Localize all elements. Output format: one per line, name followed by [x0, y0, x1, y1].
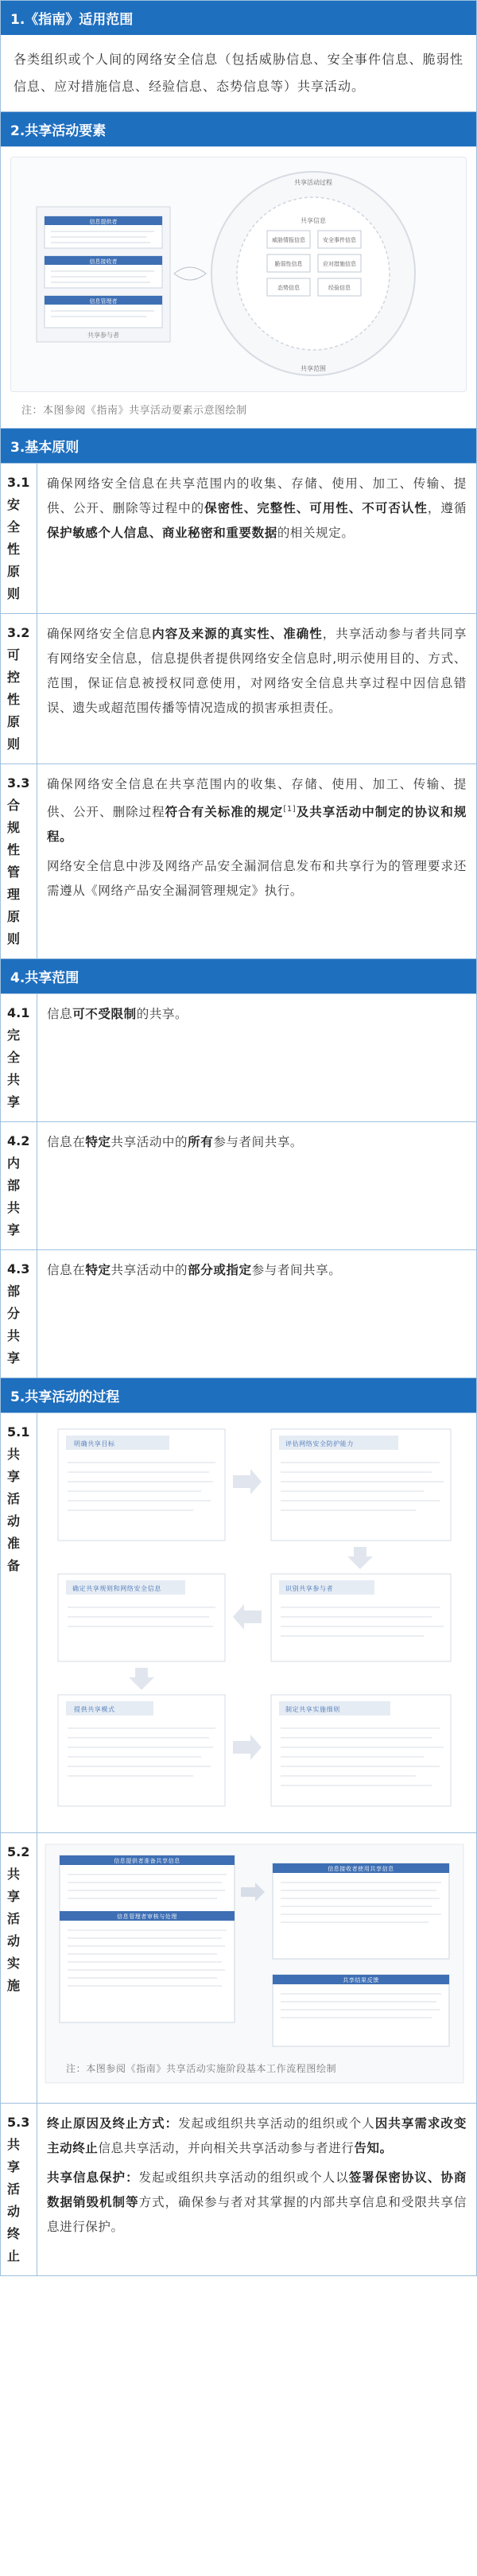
participant-card-receiver — [45, 256, 162, 288]
range-internal-label: 4.2内部共享 — [1, 1122, 37, 1249]
connector-icon — [174, 267, 206, 280]
process-terminate-label: 5.3共享活动终止 — [1, 2104, 37, 2275]
principle-control-row — [1, 613, 476, 763]
process-prepare-figure — [37, 1413, 476, 1832]
implement-flow — [45, 1844, 463, 2083]
cell-situation: 态势信息 — [277, 285, 300, 291]
ring-bottom-label: 共享范围 — [301, 365, 326, 372]
process-terminate-text: 终止原因及终止方式：发起或组织共享活动的组织或个人因共享需求改变主动终止信息共享活动，并向相关共享活动参与者进行告知。 共享信息保护：发起或组织共享活动的组织或个人以签署保密协议、协商数据销毁机制等方式，确保参与者对其掌握的内部共享信息和受限共享信息进行保护。 — [47, 2116, 467, 2234]
arrow-right-icon — [233, 1469, 262, 1494]
step-3-title: 识别共享参与者 — [285, 1585, 334, 1592]
center-label: 共享信息 — [301, 217, 326, 224]
cell-vuln: 脆弱性信息 — [274, 261, 303, 267]
elements-diagram-svg — [11, 157, 467, 388]
principle-compliance-note: 网络安全信息中涉及网络产品安全漏洞信息发布和共享行为的管理要求还需遵从《网络产品安全漏洞管理规定》执行。 — [47, 859, 467, 899]
impl-box-2-title: 信息管理者审核与处理 — [117, 1914, 177, 1920]
process-implement-label: 5.2共享活动实施 — [1, 1833, 37, 2103]
principle-control-text: 确保网络安全信息内容及来源的真实性、准确性，共享活动参与者共同享有网络安全信息，信息提供者提供网络安全信息时,明示使用目的、方式、范围，保证信息被授权同意使用，对网络安全信息共享过程中因信息错误、遗失或超范围传播等情况造成的损害承担责任。 — [47, 627, 467, 715]
step-1-title: 明确共享目标 — [74, 1440, 115, 1447]
participant-card-provider — [45, 216, 162, 248]
principle-control-label: 3.2可控性原则 — [1, 614, 37, 763]
implement-flow-svg — [42, 1840, 467, 2088]
range-partial-text: 信息在特定共享活动中的部分或指定参与者间共享。 — [47, 1263, 342, 1277]
ring-top-label: 共享活动过程 — [294, 179, 332, 186]
arrow-down-icon-2 — [129, 1668, 154, 1690]
range-partial-row — [1, 1249, 476, 1377]
section-title-elements: 2.共享活动要素 — [1, 111, 476, 146]
step-6-title: 制定共享实施细则 — [285, 1706, 340, 1713]
impl-box-3-title: 信息接收者使用共享信息 — [328, 1866, 394, 1872]
process-implement-row — [1, 1832, 476, 2103]
range-full-text: 信息可不受限制的共享。 — [47, 1007, 188, 1021]
process-implement-figure — [37, 1833, 476, 2103]
range-internal-text: 信息在特定共享活动中的所有参与者间共享。 — [47, 1135, 304, 1149]
principle-compliance-label: 3.3合规性管理原则 — [1, 764, 37, 958]
principle-security-text: 确保网络安全信息在共享范围内的收集、存储、使用、加工、传输、提供、公开、删除等过程中的保密性、完整性、可用性、不可否认性，遵循保护敏感个人信息、商业秘密和重要数据的相关规定。 — [47, 476, 467, 540]
section-title-range: 4.共享范围 — [1, 958, 476, 993]
step-2-title: 评估网络安全防护能力 — [285, 1440, 354, 1447]
impl-box-4-title: 共享结果反馈 — [343, 1977, 379, 1983]
cell-experience: 经验信息 — [328, 285, 351, 291]
participant-card-manager — [45, 296, 162, 328]
prepare-flow-svg — [42, 1420, 467, 1817]
section-title-process: 5.共享活动的过程 — [1, 1377, 476, 1412]
principle-security-row — [1, 463, 476, 613]
principle-compliance-row — [1, 763, 476, 958]
process-terminate-row — [1, 2103, 476, 2275]
arrow-right-icon-2 — [233, 1735, 262, 1760]
card-receiver-label: 信息接收者 — [89, 258, 118, 265]
section-title-principles: 3.基本原则 — [1, 428, 476, 463]
arrow-left-icon — [233, 1604, 262, 1630]
range-full-label: 4.1完全共享 — [1, 994, 37, 1121]
prepare-flow — [58, 1429, 451, 1806]
process-prepare-row — [1, 1412, 476, 1832]
card-provider-label: 信息提供者 — [89, 219, 118, 225]
card-manager-label: 信息管理者 — [89, 298, 118, 305]
footnote-ref: [1] — [283, 805, 297, 814]
process-prepare-label: 5.1共享活动准备 — [1, 1413, 37, 1832]
step-4-title: 确定共享规则和网络安全信息 — [72, 1585, 161, 1592]
range-internal-row — [1, 1121, 476, 1249]
cell-measure: 应对措施信息 — [323, 261, 356, 267]
impl-box-1-title: 信息提供者准备共享信息 — [114, 1858, 180, 1864]
participants-panel-title: 共享参与者 — [87, 332, 119, 339]
range-full-row — [1, 993, 476, 1121]
principle-compliance-text: 确保网络安全信息在共享范围内的收集、存储、使用、加工、传输、提供、公开、删除过程符合有关标准的规定[1]及共享活动中制定的协议和规程。 网络安全信息中涉及网络产品安全漏洞信息发布和共享行为的管理要求还需遵从《网络产品安全漏洞管理规定》执行。 — [37, 764, 476, 958]
range-partial-label: 4.3部分共享 — [1, 1250, 37, 1377]
step-5-title: 提供共享模式 — [74, 1706, 115, 1713]
elements-figure — [1, 146, 476, 428]
elements-diagram — [10, 157, 467, 392]
implement-figure-note: 注：本图参阅《指南》共享活动实施阶段基本工作流程图绘制 — [66, 2063, 337, 2074]
principle-security-label: 3.1安全性原则 — [1, 464, 37, 613]
arrow-down-icon — [347, 1547, 373, 1569]
scope-text: 各类组织或个人间的网络安全信息（包括威胁信息、安全事件信息、脆弱性信息、应对措施信息、经验信息、态势信息等）共享活动。 — [14, 52, 463, 94]
cell-incident: 安全事件信息 — [323, 237, 356, 243]
elements-figure-note: 注：本图参阅《指南》共享活动要素示意图绘制 — [21, 405, 247, 417]
cell-threat: 威胁情报信息 — [272, 237, 305, 243]
section-title-scope: 1.《指南》适用范围 — [1, 1, 476, 35]
